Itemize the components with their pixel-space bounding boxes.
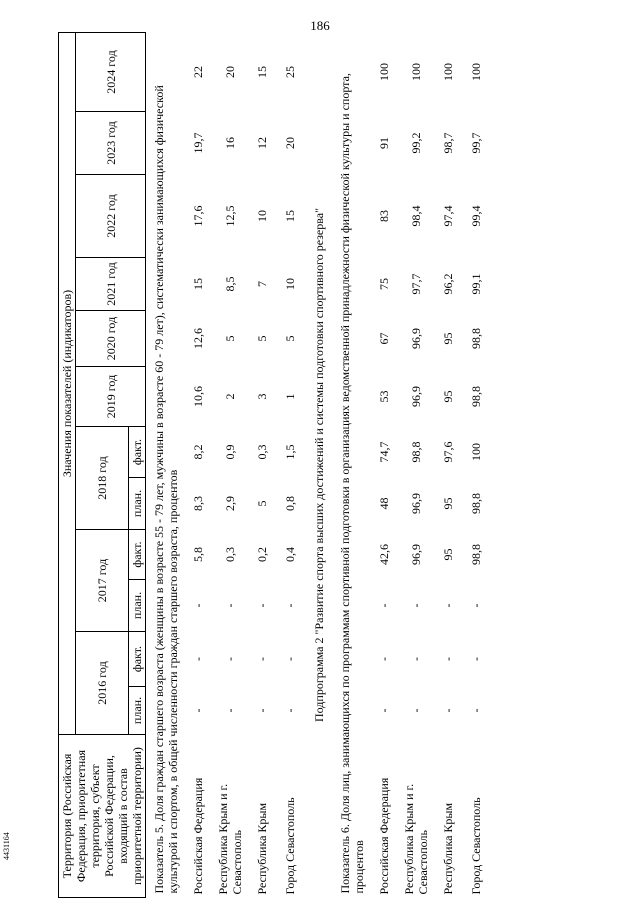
cell-value: -: [191, 657, 205, 661]
header-2018-fact: факт.: [129, 427, 146, 478]
subprogram-2-title: Подпрограмма 2 "Развитие спорта высших достижений и системы подготовки спортивного резерва": [312, 208, 326, 723]
cell-value: -: [191, 708, 205, 713]
cell-value: -: [255, 603, 269, 608]
header-2017-fact: факт.: [129, 530, 146, 580]
row-territory: Российская Федерация: [377, 777, 391, 895]
cell-value: 12,6: [191, 328, 205, 349]
row-territory: Город Севастополь: [469, 797, 483, 895]
indicator-5-title: Показатель 5. Доля граждан старшего возраста (женщины в возрасте 55 - 79 лет, мужчины в возрасте 60 - 79 лет), систематически занимающихся физической культурой и спортом, в общей численности граждан старшего возраста, процентов: [152, 85, 180, 894]
cell-value: 8,2: [191, 444, 205, 460]
cell-value: 83: [377, 210, 391, 222]
cell-value: 1: [283, 393, 297, 400]
cell-value: -: [469, 603, 483, 608]
cell-value: -: [469, 708, 483, 713]
indicator-6-title: Показатель 6. Доля лиц, занимающихся по программам спортивной подготовки в организациях ведомственной принадлежности физической культуры и спорта, процентов: [338, 73, 366, 894]
row-territory: Республика Крым: [441, 802, 455, 895]
cell-value: 10,6: [191, 386, 205, 407]
header-2016-fact: факт.: [129, 632, 146, 687]
cell-value: -: [469, 657, 483, 661]
header-year-2020: 2020 год: [76, 311, 146, 367]
row-territory: Республика Крым и г. Севастополь: [402, 783, 430, 895]
cell-value: 8,3: [191, 496, 205, 511]
cell-value: 2,9: [223, 496, 237, 511]
header-year-2018: 2018 год: [76, 427, 129, 530]
cell-value: 22: [191, 66, 205, 78]
table-header: [59, 33, 146, 898]
cell-value: -: [441, 657, 455, 661]
cell-value: -: [191, 603, 205, 608]
header-year-2017: 2017 год: [76, 530, 129, 632]
cell-value: -: [377, 708, 391, 713]
table-row: [434, 33, 462, 898]
cell-value: -: [283, 657, 297, 661]
cell-value: -: [255, 657, 269, 661]
cell-value: -: [283, 603, 297, 608]
cell-value: 19,7: [191, 132, 205, 154]
cell-value: 5: [283, 335, 297, 342]
rotated-table-sheet: [58, 33, 633, 898]
cell-value: 100: [441, 63, 455, 81]
cell-value: 98,7: [441, 132, 455, 154]
table-row: [370, 33, 398, 898]
cell-value: 98,8: [469, 328, 483, 349]
cell-value: 67: [377, 332, 391, 345]
cell-value: 2: [223, 393, 237, 400]
cell-value: 96,2: [441, 273, 455, 295]
cell-value: -: [409, 708, 423, 713]
row-territory: Республика Крым: [255, 802, 269, 895]
cell-value: 1,5: [283, 444, 297, 460]
cell-value: 99,7: [469, 132, 483, 154]
cell-value: -: [255, 708, 269, 713]
cell-value: -: [223, 657, 237, 661]
table-row: [398, 33, 434, 898]
cell-value: 3: [255, 393, 269, 400]
cell-value: 98,8: [469, 544, 483, 565]
cell-value: 96,9: [409, 544, 423, 565]
cell-value: 96,9: [409, 328, 423, 349]
cell-value: 12: [255, 137, 269, 149]
cell-value: 91: [377, 137, 391, 149]
header-2016-plan: план.: [129, 687, 146, 735]
cell-value: 99,4: [469, 205, 483, 227]
document-id: 4431164: [2, 832, 11, 860]
header-year-2022: 2022 год: [76, 175, 146, 258]
cell-value: 5: [223, 335, 237, 342]
header-2017-plan: план.: [129, 580, 146, 632]
cell-value: 75: [377, 278, 391, 290]
table-row: [462, 33, 490, 898]
cell-value: -: [409, 603, 423, 608]
cell-value: 97,4: [441, 205, 455, 227]
cell-value: 100: [377, 63, 391, 81]
cell-value: 98,8: [409, 441, 423, 463]
cell-value: 100: [409, 63, 423, 81]
cell-value: 5: [255, 335, 269, 342]
header-values-group: Значения показателей (индикаторов): [59, 33, 76, 735]
row-territory: Город Севастополь: [283, 797, 297, 895]
cell-value: 100: [469, 63, 483, 81]
cell-value: 0,4: [283, 547, 297, 562]
table-row: [276, 33, 304, 898]
header-year-2021: 2021 год: [76, 258, 146, 311]
row-territory: Российская Федерация: [191, 777, 205, 895]
cell-value: 100: [469, 443, 483, 461]
cell-value: 15: [283, 210, 297, 222]
cell-value: 98,8: [469, 493, 483, 514]
header-2018-plan: план.: [129, 478, 146, 530]
cell-value: 20: [223, 66, 237, 78]
cell-value: 12,5: [223, 205, 237, 227]
table-row: [212, 33, 248, 898]
cell-value: -: [377, 657, 391, 661]
cell-value: 74,7: [377, 441, 391, 463]
cell-value: 7: [255, 281, 269, 287]
indicators-table: [58, 32, 490, 898]
cell-value: 16: [223, 137, 237, 149]
cell-value: 95: [441, 497, 455, 510]
cell-value: 97,6: [441, 441, 455, 463]
cell-value: 48: [377, 497, 391, 510]
cell-value: -: [377, 603, 391, 608]
cell-value: 42,6: [377, 544, 391, 565]
cell-value: -: [409, 657, 423, 661]
cell-value: 98,4: [409, 205, 423, 227]
cell-value: 25: [283, 66, 297, 78]
cell-value: -: [283, 708, 297, 713]
cell-value: 95: [441, 548, 455, 561]
cell-value: -: [223, 603, 237, 608]
cell-value: 0,2: [255, 547, 269, 562]
cell-value: 95: [441, 390, 455, 403]
header-year-2019: 2019 год: [76, 367, 146, 427]
cell-value: -: [223, 708, 237, 713]
table-row: [248, 33, 276, 898]
cell-value: 99,1: [469, 273, 483, 295]
cell-value: -: [441, 603, 455, 608]
cell-value: 96,9: [409, 493, 423, 514]
cell-value: 95: [441, 332, 455, 345]
cell-value: 8,5: [223, 276, 237, 292]
cell-value: 17,6: [191, 205, 205, 227]
cell-value: 96,9: [409, 386, 423, 407]
cell-value: 15: [255, 66, 269, 78]
page-number: 186: [310, 18, 330, 33]
cell-value: 53: [377, 390, 391, 403]
cell-value: 0,3: [223, 547, 237, 562]
table-body: [146, 33, 491, 898]
cell-value: 10: [283, 278, 297, 290]
header-year-2023: 2023 год: [76, 112, 146, 175]
cell-value: 98,8: [469, 386, 483, 407]
cell-value: 0,3: [255, 444, 269, 460]
cell-value: 0,8: [283, 496, 297, 511]
row-territory: Республика Крым и г. Севастополь: [216, 783, 244, 895]
header-year-2016: 2016 год: [76, 632, 129, 735]
cell-value: 10: [255, 210, 269, 222]
cell-value: 97,7: [409, 273, 423, 295]
cell-value: -: [441, 708, 455, 713]
cell-value: 5,8: [191, 547, 205, 562]
header-year-2024: 2024 год: [76, 33, 146, 112]
cell-value: 5: [255, 500, 269, 507]
cell-value: 20: [283, 137, 297, 149]
cell-value: 0,9: [223, 444, 237, 460]
cell-value: 15: [191, 278, 205, 290]
cell-value: 99,2: [409, 132, 423, 154]
header-territory: Территория (Российская Федерация, приоритетная территория, субъект Российской Федерации, входящий в состав приоритетной территории): [59, 735, 146, 898]
table-row: [184, 33, 212, 898]
